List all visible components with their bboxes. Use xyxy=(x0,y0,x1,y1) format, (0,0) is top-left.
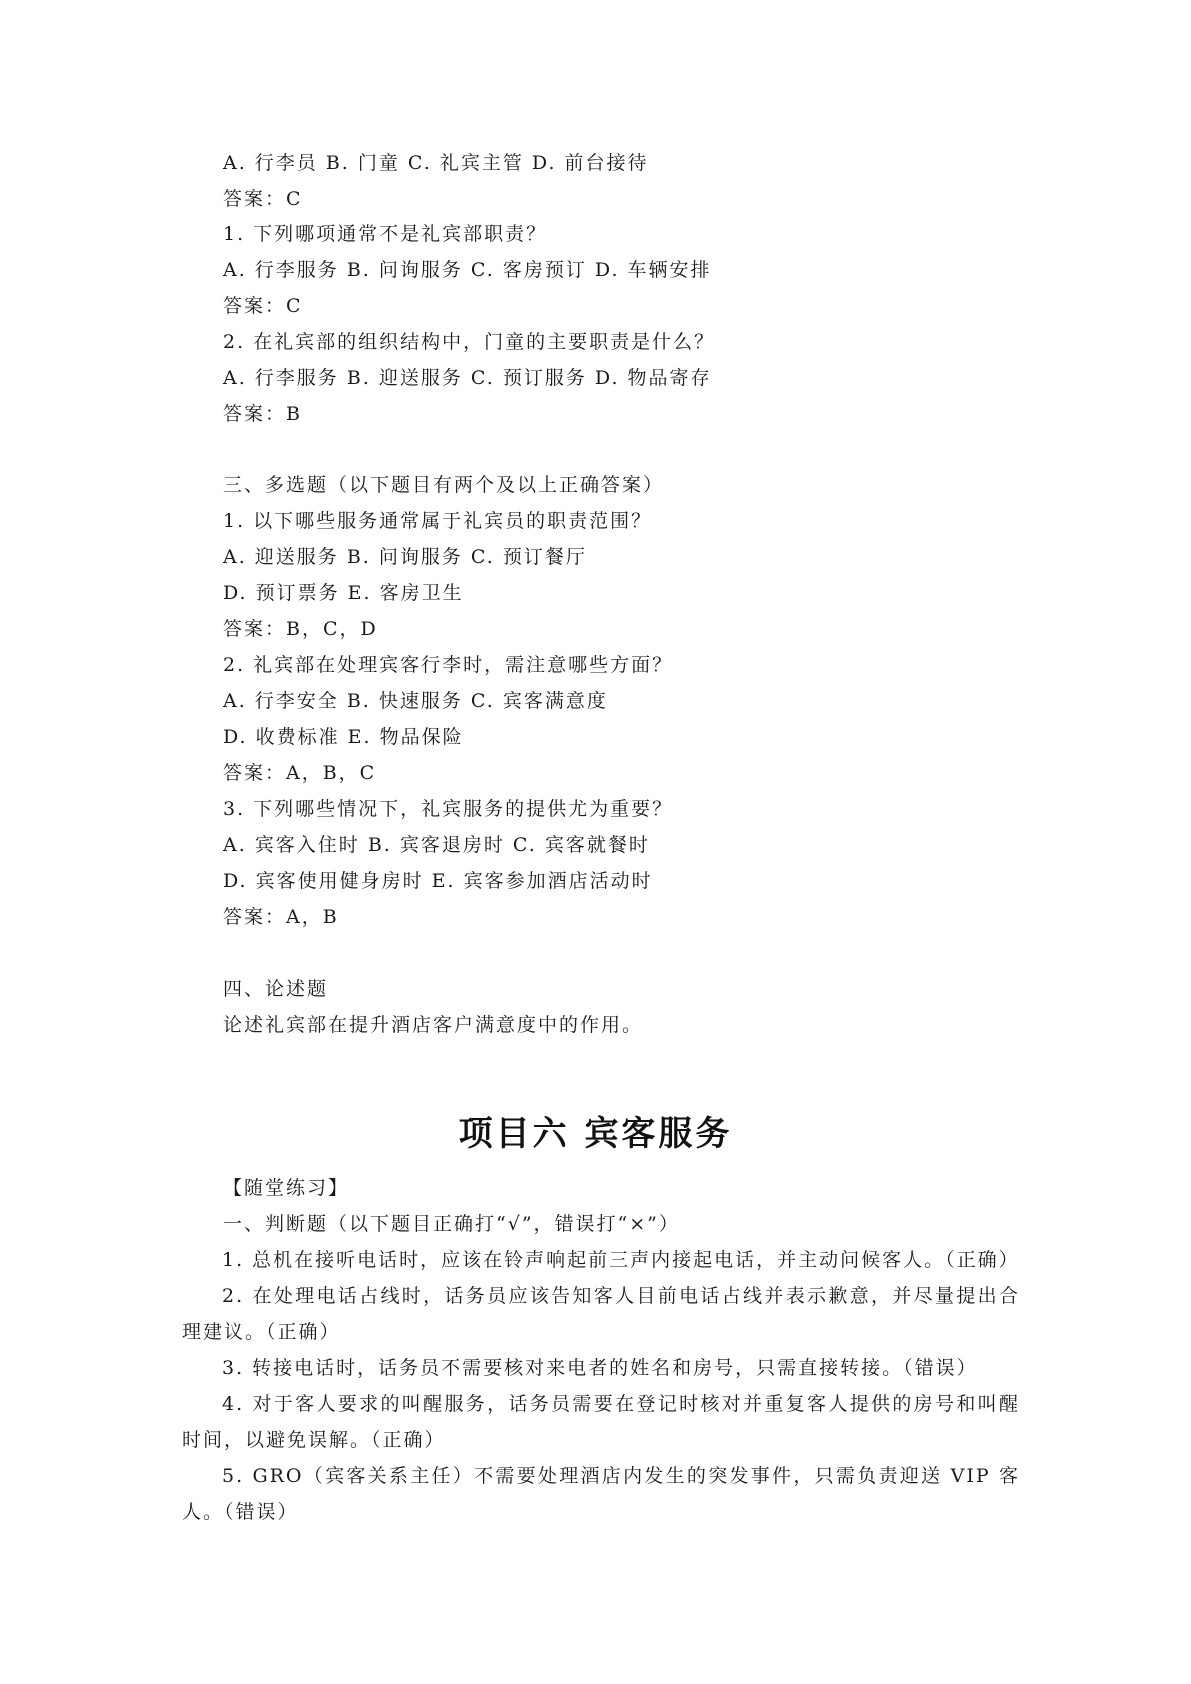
answer-line: 答案：B，C，D xyxy=(223,618,378,640)
answer-line: 答案：C xyxy=(223,188,303,210)
options-line: A. 行李服务 B. 迎送服务 C. 预订服务 D. 物品寄存 xyxy=(223,367,712,389)
options-line: D. 预订票务 E. 客房卫生 xyxy=(223,582,464,604)
section-heading-true-false: 一、判断题（以下题目正确打“√”，错误打“×”） xyxy=(223,1213,680,1235)
question-line: 1. 以下哪些服务通常属于礼宾员的职责范围？ xyxy=(223,510,653,532)
section-heading-multi-choice: 三、多选题（以下题目有两个及以上正确答案） xyxy=(223,474,665,496)
answer-line: 答案：C xyxy=(223,295,303,317)
answer-line: 答案：B xyxy=(223,403,302,425)
options-line: A. 宾客入住时 B. 宾客退房时 C. 宾客就餐时 xyxy=(223,834,650,856)
options-line: D. 收费标准 E. 物品保险 xyxy=(223,726,464,748)
options-line: A. 行李员 B. 门童 C. 礼宾主管 D. 前台接待 xyxy=(223,152,649,174)
question-line: 2. 在礼宾部的组织结构中，门童的主要职责是什么？ xyxy=(223,331,716,353)
true-false-item: 5. GRO（宾客关系主任）不需要处理酒店内发生的突发事件，只需负责迎送 VIP 客人。（错误） xyxy=(182,1465,1020,1523)
project-title: 项目六 宾客服务 xyxy=(458,1114,733,1154)
options-line: D. 宾客使用健身房时 E. 宾客参加酒店活动时 xyxy=(223,870,653,892)
options-line: A. 行李安全 B. 快速服务 C. 宾客满意度 xyxy=(223,690,608,712)
options-line: A. 行李服务 B. 问询服务 C. 客房预订 D. 车辆安排 xyxy=(223,259,712,281)
answer-line: 答案：A，B，C xyxy=(223,762,377,784)
question-line: 3. 下列哪些情况下，礼宾服务的提供尤为重要？ xyxy=(223,798,674,820)
question-line: 1. 下列哪项通常不是礼宾部职责？ xyxy=(223,223,548,245)
true-false-item: 3. 转接电话时，话务员不需要核对来电者的姓名和房号，只需直接转接。（错误） xyxy=(222,1357,978,1379)
essay-question: 论述礼宾部在提升酒店客户满意度中的作用。 xyxy=(223,1014,644,1036)
answer-line: 答案：A，B xyxy=(223,906,339,928)
true-false-item: 4. 对于客人要求的叫醒服务，话务员需要在登记时核对并重复客人提供的房号和叫醒时间，以避免误解。（正确） xyxy=(182,1393,1020,1451)
section-heading-essay: 四、论述题 xyxy=(223,978,329,1000)
practice-label: 【随堂练习】 xyxy=(223,1177,350,1199)
options-line: A. 迎送服务 B. 问询服务 C. 预订餐厅 xyxy=(223,546,587,568)
question-line: 2. 礼宾部在处理宾客行李时，需注意哪些方面？ xyxy=(223,654,674,676)
true-false-item: 2. 在处理电话占线时，话务员应该告知客人目前电话占线并表示歉意，并尽量提出合理建议。（正确） xyxy=(182,1285,1020,1343)
true-false-item: 1. 总机在接听电话时，应该在铃声响起前三声内接起电话，并主动问候客人。（正确） xyxy=(222,1249,1020,1271)
